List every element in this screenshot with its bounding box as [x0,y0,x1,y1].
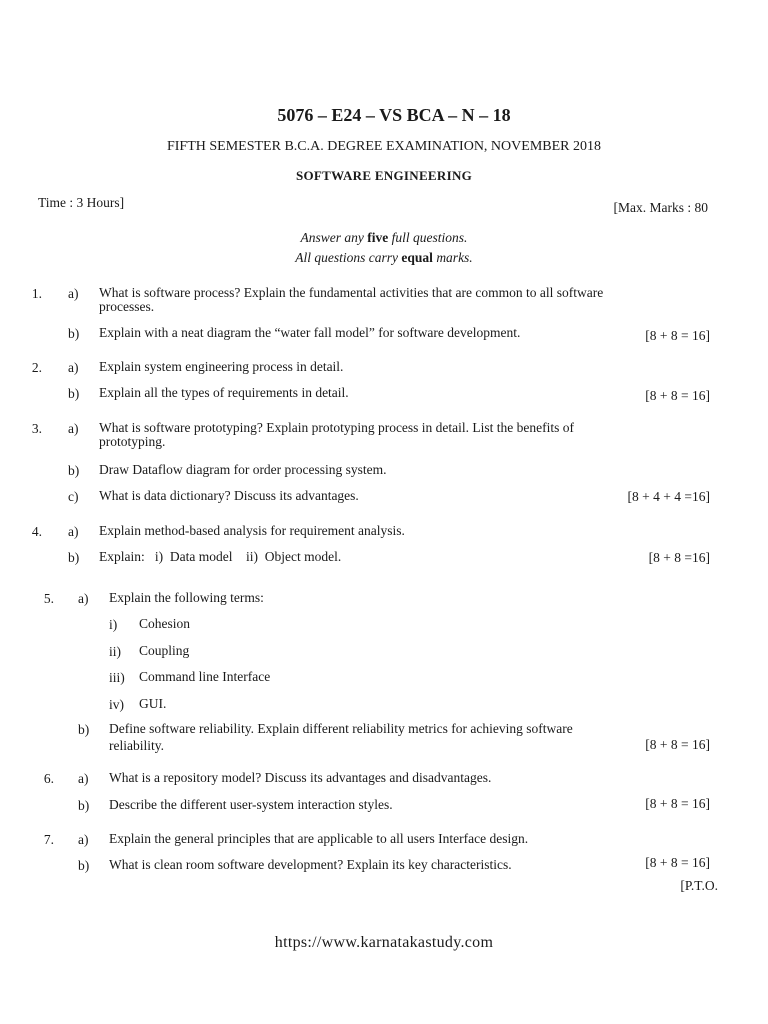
question-text: Draw Dataflow diagram for order processing system. [99,462,387,477]
list-item: Cohesion [139,616,191,631]
list-item: GUI. [139,696,167,711]
sub-label: a) [68,360,79,375]
sub-label: c) [68,489,79,504]
instruction-text: All questions carry [295,250,399,265]
question-text: Define software reliability. Explain different reliability metrics for achieving software [109,721,573,736]
question-text: What is a repository model? Discuss its advantages and disadvantages. [109,770,492,785]
question-text: Explain all the types of requirements in detail. [99,385,349,400]
question-text: What is software prototyping? Explain prototyping process in detail. List the benefits of [99,420,575,435]
list-item-label: iv) [109,697,124,712]
sub-label: a) [68,524,79,539]
question-number: 5. [43,591,54,606]
max-marks: [Max. Marks : 80 [613,200,708,215]
sub-label: b) [78,858,90,873]
question-number: 7. [43,832,54,847]
sub-label: a) [78,591,89,606]
sub-label: b) [78,722,90,737]
sub-label: b) [68,386,80,401]
question-text: Explain with a neat diagram the “water fall model” for software development. [99,325,521,340]
page-turn-over: [P.T.O. [680,878,718,893]
question-number: 6. [43,771,54,786]
exam-title: FIFTH SEMESTER B.C.A. DEGREE EXAMINATION, NOVEMBER 2018 [166,139,601,154]
instruction-emphasis: five [367,230,389,245]
marks-allocation: [8 + 8 = 16] [645,328,710,343]
list-item-label: iii) [109,670,125,685]
question-text: Explain the following terms: [109,590,264,605]
instruction-text: full questions. [391,230,468,245]
question-text: What is software process? Explain the fundamental activities that are common to all software [99,285,604,300]
question-number: 1. [31,286,42,301]
question-text: Explain method-based analysis for requirement analysis. [99,523,405,538]
question-text: Describe the different user-system interaction styles. [109,797,393,812]
marks-allocation: [8 + 4 + 4 =16] [627,489,710,504]
sub-label: a) [68,421,79,436]
list-item: Coupling [139,643,190,658]
paper-code: 5076 – E24 – VS BCA – N – 18 [277,105,511,125]
list-item-label: ii) [109,644,121,659]
footer-url[interactable]: https://www.karnatakastudy.com [274,934,494,951]
instruction-emphasis: equal [401,250,433,265]
marks-allocation: [8 + 8 = 16] [645,855,710,870]
list-item: Command line Interface [139,669,271,684]
question-text: What is data dictionary? Discuss its advantages. [99,488,359,503]
time-allowed: Time : 3 Hours] [38,195,125,210]
question-number: 4. [31,524,42,539]
sub-label: b) [68,463,80,478]
sub-label: a) [78,771,89,786]
instruction-text: Answer any [300,230,364,245]
marks-allocation: [8 + 8 = 16] [645,737,710,752]
question-text: processes. [99,299,155,314]
question-text: Explain the general principles that are applicable to all users Interface design. [109,831,529,846]
sub-label: b) [68,326,80,341]
marks-allocation: [8 + 8 =16] [648,550,710,565]
question-text: What is clean room software development? Explain its key characteristics. [109,857,512,872]
list-item-label: i) [109,617,118,632]
question-number: 3. [31,421,42,436]
marks-allocation: [8 + 8 = 16] [645,796,710,811]
question-text: reliability. [109,738,164,753]
question-text: Explain system engineering process in detail. [99,359,344,374]
marks-allocation: [8 + 8 = 16] [645,388,710,403]
sub-label: a) [78,832,89,847]
question-number: 2. [31,360,42,375]
subject-title: SOFTWARE ENGINEERING [295,168,473,183]
question-text: Explain: i) Data model ii) Object model. [99,549,342,564]
sub-label: a) [68,286,79,301]
instruction-line-1 [0,230,768,246]
instruction-line-2 [0,250,768,266]
sub-label: b) [68,550,80,565]
instruction-text: marks. [436,250,473,265]
question-text: prototyping. [99,434,166,449]
sub-label: b) [78,798,90,813]
